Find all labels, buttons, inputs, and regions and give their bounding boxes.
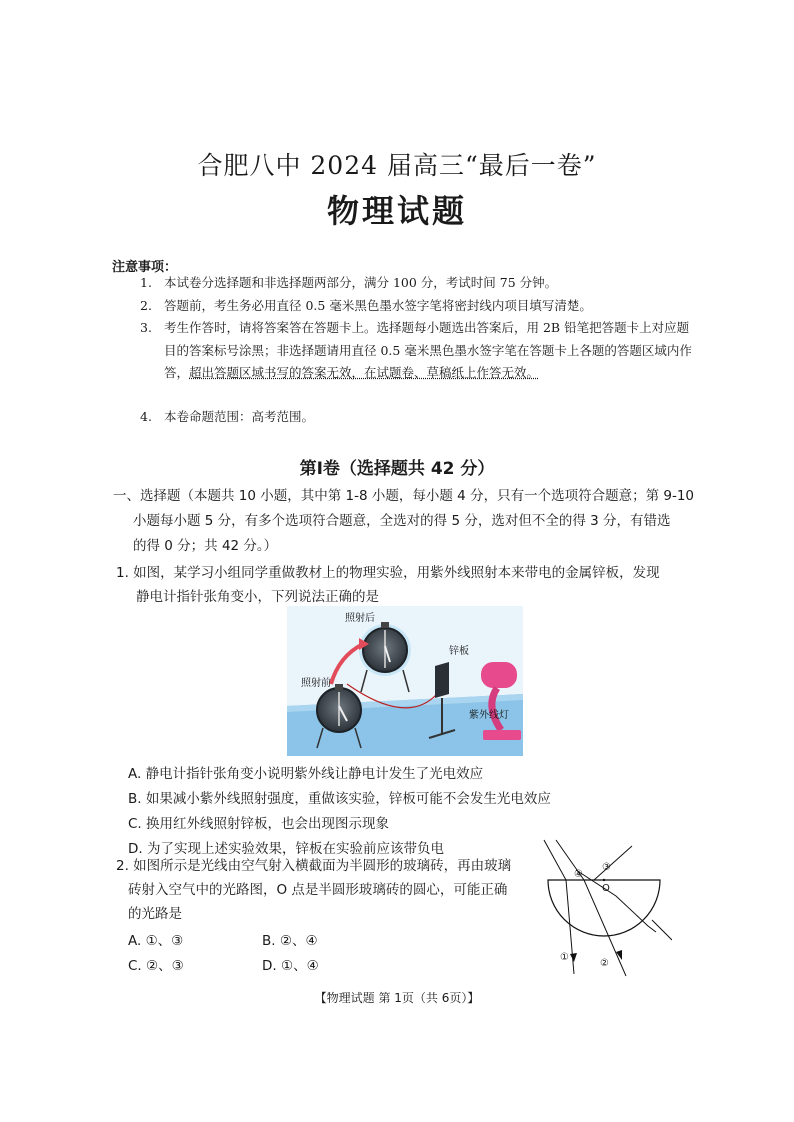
notice-text bbox=[164, 317, 700, 385]
instruction-line-3: 的得 0 分；共 42 分。） bbox=[133, 538, 278, 554]
label-center-o: O bbox=[602, 883, 610, 894]
notice-item-4 bbox=[140, 406, 700, 429]
question-1-line-2: 静电计指针张角变小，下列说法正确的是 bbox=[136, 589, 379, 605]
question-2-line-3: 的光路是 bbox=[128, 906, 182, 922]
section-instruction bbox=[113, 484, 698, 559]
notice-item-2 bbox=[140, 295, 700, 318]
center-point bbox=[603, 879, 605, 881]
notice-text: 本试卷分选择题和非选择题两部分，满分 100 分，考试时间 75 分钟。 bbox=[164, 275, 558, 290]
notice-number: 3. bbox=[140, 320, 152, 335]
question-2-line-2: 砖射入空气中的光路图，O 点是半圆形玻璃砖的圆心，可能正确 bbox=[128, 882, 508, 898]
label-ray-2: ② bbox=[600, 958, 609, 969]
notice-number: 2. bbox=[140, 298, 152, 313]
notice-text-emphasis: 超出答题区域书写的答案无效，在试题卷、草稿纸上作答无效。 bbox=[189, 365, 540, 380]
q1-option-c: C. 换用红外线照射锌板，也会出现图示现象 bbox=[128, 816, 390, 832]
notice-heading: 注意事项： bbox=[112, 260, 178, 275]
label-zinc-plate: 锌板 bbox=[449, 646, 469, 657]
q2-option-d: D. ①、④ bbox=[262, 958, 319, 974]
instruction-line-2: 小题每小题 5 分，有多个选项符合题意，全选对的得 5 分，选对但不全的得 3 分，有错选 bbox=[133, 513, 671, 529]
notice-number: 1. bbox=[140, 275, 152, 290]
notice-item-3 bbox=[140, 317, 700, 385]
q1-option-a: A. 静电计指针张角变小说明紫外线让静电计发生了光电效应 bbox=[128, 766, 484, 782]
page-footer: 【物理试题 第 1页（共 6页）】 bbox=[314, 991, 480, 1005]
q1-option-d: D. 为了实现上述实验效果，锌板在实验前应该带负电 bbox=[128, 841, 444, 857]
notice-number: 4. bbox=[140, 409, 152, 424]
q1-option-b: B. 如果减小紫外线照射强度，重做该实验，锌板可能不会发生光电效应 bbox=[128, 791, 551, 807]
q2-option-b: B. ②、④ bbox=[262, 933, 318, 949]
section-title: 第Ⅰ卷（选择题共 42 分） bbox=[299, 459, 495, 479]
instruction-line-1: 一、选择题（本题共 10 小题，其中第 1-8 小题，每小题 4 分，只有一个选项符合题意；第 9-10 bbox=[113, 488, 694, 504]
ray-4 bbox=[576, 870, 656, 932]
question-2-line-1: 2. 如图所示是光线由空气射入横截面为半圆形的玻璃砖，再由玻璃 bbox=[116, 858, 512, 874]
q2-option-a: A. ①、③ bbox=[128, 933, 184, 949]
question-1-figure bbox=[287, 606, 523, 756]
ray-1-arrow bbox=[570, 953, 577, 962]
q2-option-c: C. ②、③ bbox=[128, 958, 184, 974]
label-after-irradiation: 照射后 bbox=[345, 613, 375, 624]
question-2-diagram bbox=[536, 836, 672, 984]
subject-title: 物理试题 bbox=[326, 192, 467, 230]
exam-title: 合肥八中 2024 届高三“最后一卷” bbox=[197, 151, 597, 180]
label-ray-3: ③ bbox=[602, 862, 611, 873]
notice-text: 答题前，考生务必用直径 0.5 毫米黑色墨水签字笔将密封线内项目填写清楚。 bbox=[164, 298, 592, 313]
label-uv-lamp: 紫外线灯 bbox=[469, 710, 509, 721]
notice-text-a: 考生作答时，请将答案答在答题卡上。选择题每小题选出答案后，用 2B 铅笔把答题卡上对应题目的答案标号涂黑；非选择题请用直径 0.5 毫米黑色墨水签字笔在答题卡上各题的答题区域内作答， bbox=[164, 320, 692, 380]
notice-text: 本卷命题范围：高考范围。 bbox=[164, 409, 315, 424]
label-ray-4: ④ bbox=[574, 869, 583, 880]
question-1-line-1: 1. 如图，某学习小组同学重做教材上的物理实验，用紫外线照射本来带电的金属锌板，发现 bbox=[116, 565, 660, 581]
notice-item-1 bbox=[140, 272, 700, 295]
label-ray-1: ① bbox=[560, 952, 569, 963]
label-before-irradiation: 照射前 bbox=[301, 678, 331, 689]
